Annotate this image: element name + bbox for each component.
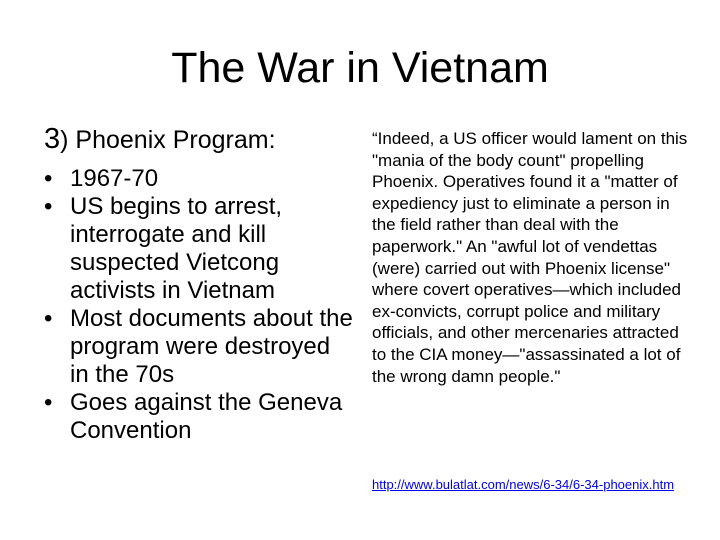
bullet-item [44,165,354,193]
quote-text: “Indeed, a US officer would lament on this "mania of the body count" propelling Phoenix. Operatives found it a "matter of expediency just to eliminate a person in the field rather than deal with the paperwork." An "awful lot of vendettas (were) carried out with Phoenix license" where covert operatives—which included ex-convicts, corrupt police and military officials, and other mercenaries attracted to the CIA money—"assassinated a lot of the wrong damn people." [372,129,688,386]
bullet-text: 1967-70 [70,165,159,192]
section-number: 3 [44,123,61,155]
source-link[interactable]: http://www.bulatlat.com/news/6-34/6-34-phoenix.htm [372,477,675,492]
bullet-item [44,193,354,305]
section-heading [44,124,354,155]
bullet-dot: • [44,193,53,220]
bullet-list [44,165,354,445]
section-heading-text: ) Phoenix Program: [60,126,276,154]
right-column [372,128,692,387]
bullet-dot: • [44,389,53,416]
bullet-text: Most documents about the program were destroyed in the 70s [70,305,353,388]
bullet-dot: • [44,305,53,332]
bullet-text: Goes against the Geneva Convention [70,389,343,444]
bullet-dot: • [44,165,53,192]
slide-title: The War in Vietnam [171,44,549,92]
bullet-item [44,389,354,445]
left-column [44,124,354,445]
bullet-item [44,305,354,389]
bullet-text: US begins to arrest, interrogate and kill suspected Vietcong activists in Vietnam [70,193,283,304]
